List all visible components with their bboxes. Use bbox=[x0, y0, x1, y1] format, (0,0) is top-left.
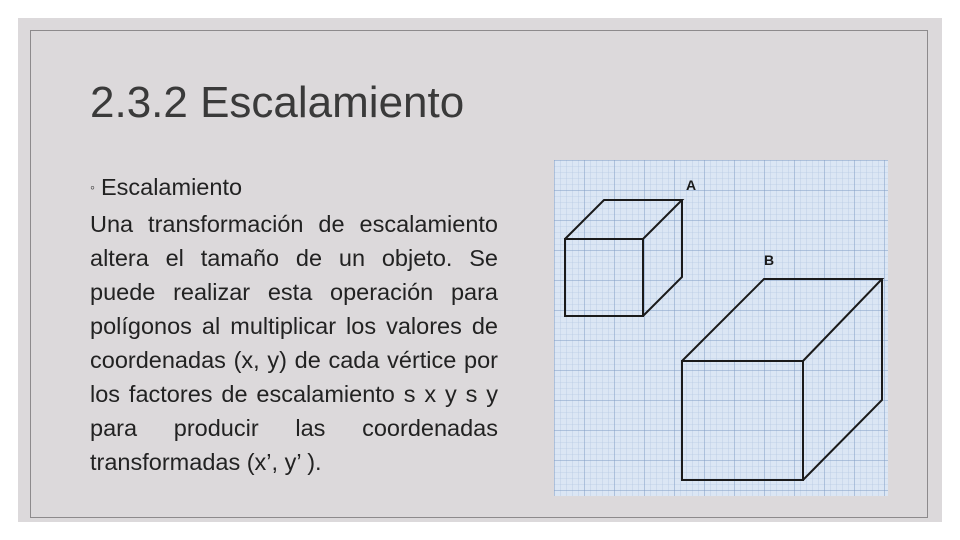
bullet-text: Escalamiento bbox=[100, 174, 243, 200]
slide-body bbox=[90, 170, 498, 479]
graph-paper-figure bbox=[554, 160, 888, 496]
body-paragraph: Una transformación de escalamiento altera el tamaño de un objeto. Se puede realizar esta operación para polígonos al multiplicar los valores de coordenadas (x, y) de cada vértice por los factores de escalamiento s x y s y para producir las coordenadas transformadas (x’, y’ ). bbox=[90, 211, 498, 475]
slide bbox=[18, 18, 942, 522]
slide-title: 2.3.2 Escalamiento bbox=[90, 78, 465, 127]
scaling-figure bbox=[554, 160, 888, 496]
bullet-item bbox=[90, 170, 498, 207]
label-a: A bbox=[686, 177, 697, 193]
label-b: B bbox=[764, 252, 775, 268]
bullet-circle-icon: ◦ bbox=[90, 179, 95, 195]
